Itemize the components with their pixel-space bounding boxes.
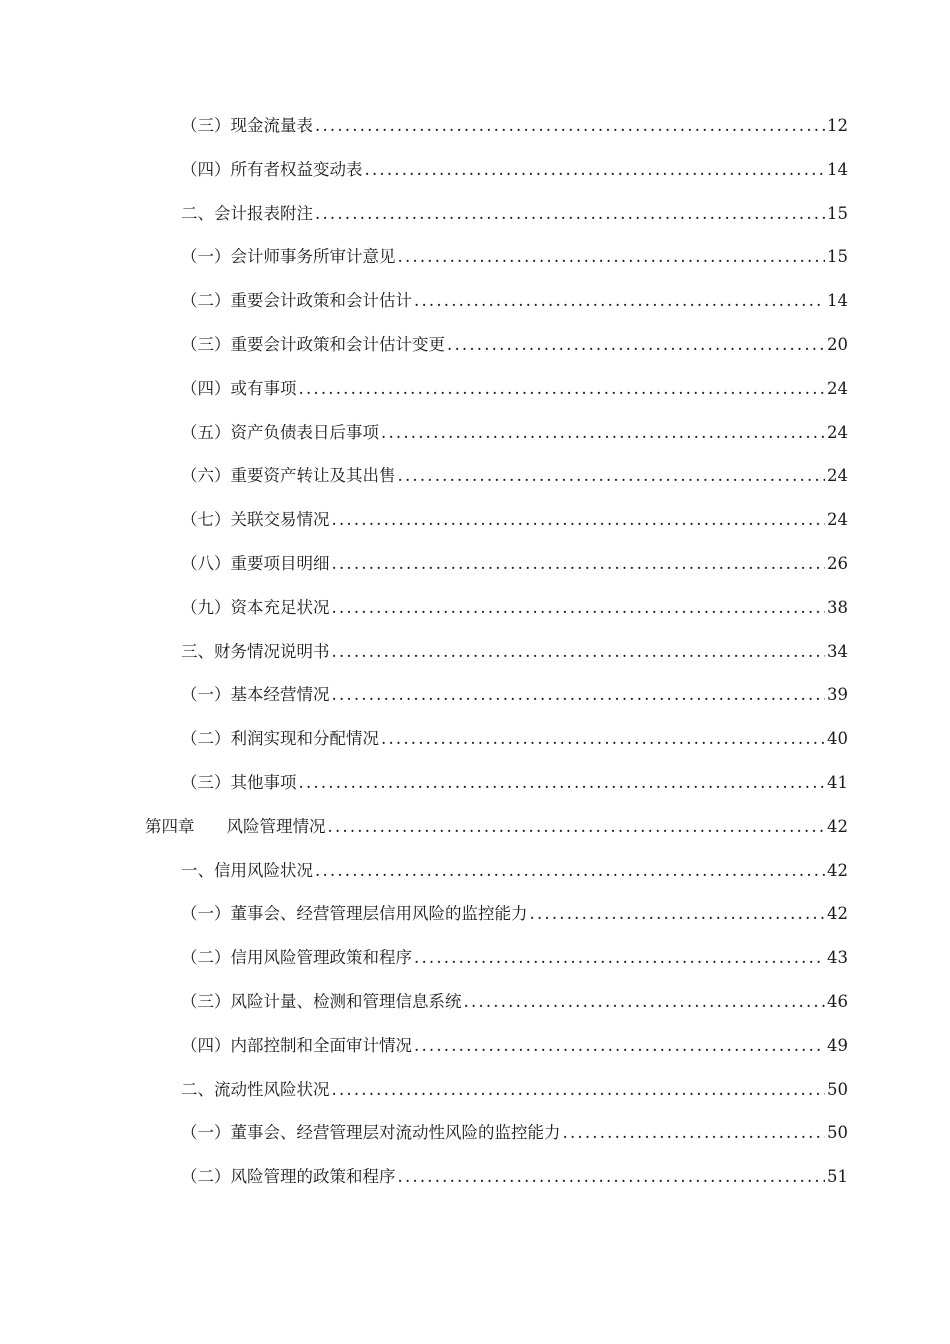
toc-dot-leader bbox=[412, 936, 825, 980]
toc-entry[interactable] bbox=[0, 235, 950, 279]
toc-page-number: 24 bbox=[827, 422, 848, 442]
toc-entry-title: 二、会计报表附注 bbox=[181, 203, 313, 223]
toc-page-number: 24 bbox=[827, 466, 848, 486]
toc-entry-title: （六）重要资产转让及其出售 bbox=[181, 466, 396, 486]
toc-page-number: 38 bbox=[827, 597, 848, 617]
toc-page-number: 42 bbox=[827, 860, 848, 880]
toc-entry[interactable] bbox=[0, 1024, 950, 1068]
toc-entry[interactable] bbox=[0, 717, 950, 761]
toc-entry[interactable] bbox=[0, 279, 950, 323]
toc-entry-title: （三）风险计量、检测和管理信息系统 bbox=[181, 991, 462, 1011]
toc-entry-title: 一、信用风险状况 bbox=[181, 860, 313, 880]
toc-entry-title: （八）重要项目明细 bbox=[181, 553, 330, 573]
toc-entry-title: （三）现金流量表 bbox=[181, 116, 313, 135]
toc-entry[interactable] bbox=[0, 1068, 950, 1112]
toc-dot-leader bbox=[326, 805, 826, 849]
toc-entry[interactable] bbox=[0, 498, 950, 542]
toc-entry[interactable] bbox=[0, 1111, 950, 1155]
toc-dot-leader bbox=[561, 1111, 826, 1155]
toc-dot-leader bbox=[363, 148, 826, 192]
toc-entry-title: 二、流动性风险状况 bbox=[181, 1079, 330, 1099]
toc-dot-leader bbox=[330, 673, 826, 717]
toc-page-number: 20 bbox=[827, 334, 848, 354]
toc-entry-title: （九）资本充足状况 bbox=[181, 597, 330, 617]
toc-dot-leader bbox=[330, 498, 826, 542]
toc-page-number: 43 bbox=[827, 948, 848, 968]
toc-page-number: 15 bbox=[827, 203, 848, 223]
toc-page-number: 12 bbox=[827, 116, 848, 135]
toc-page-number: 49 bbox=[827, 1035, 848, 1055]
toc-entry-title: （一）基本经营情况 bbox=[181, 685, 330, 705]
toc-entry[interactable] bbox=[0, 454, 950, 498]
toc-entry-title: （四）或有事项 bbox=[181, 378, 297, 398]
toc-entry[interactable] bbox=[0, 1155, 950, 1199]
toc-page-number: 46 bbox=[827, 991, 848, 1011]
toc-entry-title: （二）信用风险管理政策和程序 bbox=[181, 948, 412, 968]
toc-entry-title: （五）资产负债表日后事项 bbox=[181, 422, 379, 442]
toc-entry[interactable] bbox=[0, 630, 950, 674]
toc-entry-title: （三）重要会计政策和会计估计变更 bbox=[181, 334, 445, 354]
toc-page-number: 51 bbox=[827, 1167, 848, 1187]
toc-page-number: 40 bbox=[827, 729, 848, 749]
toc-page-number: 42 bbox=[827, 904, 848, 924]
toc-entry[interactable] bbox=[0, 673, 950, 717]
toc-dot-leader bbox=[313, 192, 825, 236]
toc-entry-title: （四）所有者权益变动表 bbox=[181, 159, 363, 179]
toc-page-number: 50 bbox=[827, 1079, 848, 1099]
toc-dot-leader bbox=[313, 849, 825, 893]
toc-dot-leader bbox=[396, 235, 826, 279]
toc-page-number: 39 bbox=[827, 685, 848, 705]
toc-dot-leader bbox=[462, 980, 826, 1024]
toc-entry[interactable] bbox=[0, 104, 950, 148]
toc-page-number: 42 bbox=[827, 816, 848, 836]
toc-dot-leader bbox=[330, 586, 826, 630]
toc-page-number: 26 bbox=[827, 553, 848, 573]
toc-entry[interactable] bbox=[0, 192, 950, 236]
table-of-contents bbox=[0, 104, 950, 1199]
toc-chapter-heading bbox=[145, 805, 326, 849]
toc-entry-title: （四）内部控制和全面审计情况 bbox=[181, 1035, 412, 1055]
toc-page-number: 15 bbox=[827, 247, 848, 267]
toc-page-number: 14 bbox=[827, 159, 848, 179]
toc-dot-leader bbox=[330, 630, 826, 674]
toc-entry-title: （七）关联交易情况 bbox=[181, 510, 330, 530]
toc-page-number: 24 bbox=[827, 378, 848, 398]
toc-dot-leader bbox=[330, 1068, 826, 1112]
toc-dot-leader bbox=[330, 542, 826, 586]
toc-dot-leader bbox=[379, 411, 825, 455]
toc-entry-title: 三、财务情况说明书 bbox=[181, 641, 330, 661]
toc-entry-title: （二）重要会计政策和会计估计 bbox=[181, 291, 412, 311]
toc-page-number: 34 bbox=[827, 641, 848, 661]
toc-dot-leader bbox=[396, 1155, 826, 1199]
toc-dot-leader bbox=[396, 454, 826, 498]
toc-dot-leader bbox=[528, 892, 826, 936]
toc-entry[interactable] bbox=[0, 586, 950, 630]
toc-entry[interactable] bbox=[0, 542, 950, 586]
toc-entry[interactable] bbox=[0, 148, 950, 192]
toc-page-number: 14 bbox=[827, 291, 848, 311]
toc-entry-title: （二）利润实现和分配情况 bbox=[181, 729, 379, 749]
toc-entry[interactable] bbox=[0, 892, 950, 936]
toc-dot-leader bbox=[297, 367, 826, 411]
toc-entry[interactable] bbox=[0, 849, 950, 893]
toc-page-number: 41 bbox=[827, 772, 848, 792]
toc-entry[interactable] bbox=[0, 761, 950, 805]
toc-chapter-number: 第四章 bbox=[145, 816, 195, 836]
toc-dot-leader bbox=[412, 1024, 825, 1068]
toc-entry-title: 风险管理情况 bbox=[226, 816, 326, 836]
toc-entry[interactable] bbox=[0, 411, 950, 455]
toc-page-number: 50 bbox=[827, 1123, 848, 1143]
toc-entry[interactable] bbox=[0, 367, 950, 411]
toc-entry-title: （一）会计师事务所审计意见 bbox=[181, 247, 396, 267]
toc-dot-leader bbox=[445, 323, 825, 367]
toc-entry-title: （二）风险管理的政策和程序 bbox=[181, 1167, 396, 1187]
toc-entry[interactable] bbox=[0, 980, 950, 1024]
toc-entry[interactable] bbox=[0, 936, 950, 980]
toc-entry-title: （一）董事会、经营管理层信用风险的监控能力 bbox=[181, 904, 528, 924]
toc-dot-leader bbox=[297, 761, 826, 805]
toc-dot-leader bbox=[313, 104, 825, 148]
toc-entry[interactable] bbox=[0, 323, 950, 367]
toc-dot-leader bbox=[379, 717, 825, 761]
toc-entry-title: （一）董事会、经营管理层对流动性风险的监控能力 bbox=[181, 1123, 561, 1143]
toc-dot-leader bbox=[412, 279, 825, 323]
toc-entry[interactable] bbox=[0, 805, 950, 849]
toc-entry-title: （三）其他事项 bbox=[181, 772, 297, 792]
toc-page-number: 24 bbox=[827, 510, 848, 530]
